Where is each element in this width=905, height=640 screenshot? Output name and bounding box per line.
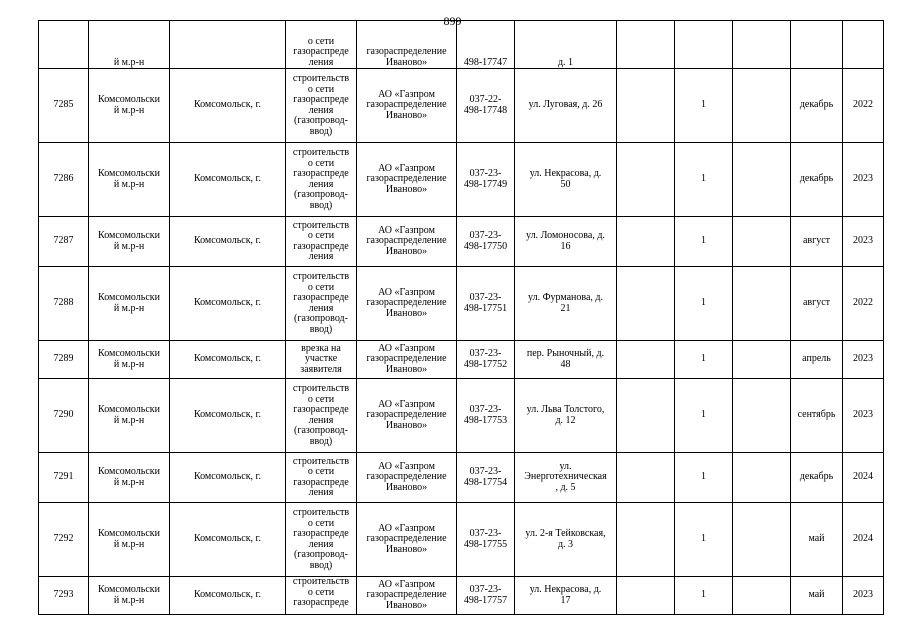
empty-cell [733, 143, 791, 217]
district-cell: Комсомольски й м.р-н [89, 267, 170, 341]
quantity-cell: 1 [675, 217, 733, 267]
organization-cell: АО «Газпром газораспределение Иваново» [357, 453, 457, 503]
work-type-cell: строительств о сети газораспреде ления (газопровод- ввод) [286, 503, 357, 577]
locality-cell: Комсомольск, г. [170, 577, 286, 615]
table-row [39, 69, 884, 143]
work-type-cell: строительств о сети газораспреде [286, 577, 357, 615]
work-type-cell: строительств о сети газораспреде ления (газопровод- ввод) [286, 267, 357, 341]
locality-cell: Комсомольск, г. [170, 267, 286, 341]
district-cell: Комсомольски й м.р-н [89, 453, 170, 503]
table-row [39, 503, 884, 577]
organization-cell: АО «Газпром газораспределение Иваново» [357, 379, 457, 453]
empty-cell [617, 341, 675, 379]
row-number: 7286 [39, 143, 89, 217]
row-number: 7288 [39, 267, 89, 341]
locality-cell: Комсомольск, г. [170, 143, 286, 217]
row-number: 7291 [39, 453, 89, 503]
empty-cell [733, 217, 791, 267]
locality-cell: Комсомольск, г. [170, 341, 286, 379]
row-number: 7290 [39, 379, 89, 453]
empty-cell [617, 143, 675, 217]
organization-cell: АО «Газпром газораспределение Иваново» [357, 341, 457, 379]
month-cell: май [791, 577, 843, 615]
quantity-cell: 1 [675, 341, 733, 379]
empty-cell [733, 577, 791, 615]
empty-cell [733, 503, 791, 577]
code-cell: 037-23- 498-17752 [457, 341, 515, 379]
locality-cell: Комсомольск, г. [170, 453, 286, 503]
organization-cell: АО «Газпром газораспределение Иваново» [357, 503, 457, 577]
quantity-cell: 1 [675, 503, 733, 577]
year-cell: 2023 [843, 143, 884, 217]
row-number: 7289 [39, 341, 89, 379]
organization-cell: газораспределение Иваново» [357, 21, 457, 69]
quantity-cell [675, 21, 733, 69]
code-cell: 037-23- 498-17750 [457, 217, 515, 267]
empty-cell [617, 267, 675, 341]
year-cell: 2023 [843, 379, 884, 453]
district-cell: й м.р-н [89, 21, 170, 69]
year-cell [843, 21, 884, 69]
code-cell: 037-23- 498-17755 [457, 503, 515, 577]
work-type-cell: строительств о сети газораспреде ления [286, 217, 357, 267]
district-cell: Комсомольски й м.р-н [89, 69, 170, 143]
work-type-cell: врезка на участке заявителя [286, 341, 357, 379]
quantity-cell: 1 [675, 577, 733, 615]
empty-cell [733, 341, 791, 379]
table-row [39, 453, 884, 503]
address-cell: ул. Ломоносова, д. 16 [515, 217, 617, 267]
month-cell: май [791, 503, 843, 577]
code-cell: 037-23- 498-17754 [457, 453, 515, 503]
quantity-cell: 1 [675, 143, 733, 217]
work-type-cell: строительств о сети газораспреде ления [286, 453, 357, 503]
empty-cell [733, 69, 791, 143]
row-number: 7293 [39, 577, 89, 615]
organization-cell: АО «Газпром газораспределение Иваново» [357, 577, 457, 615]
address-cell: пер. Рыночный, д. 48 [515, 341, 617, 379]
month-cell: сентябрь [791, 379, 843, 453]
organization-cell: АО «Газпром газораспределение Иваново» [357, 267, 457, 341]
year-cell: 2024 [843, 503, 884, 577]
locality-cell [170, 21, 286, 69]
district-cell: Комсомольски й м.р-н [89, 217, 170, 267]
empty-cell [617, 69, 675, 143]
empty-cell [617, 453, 675, 503]
empty-cell [617, 21, 675, 69]
code-cell: 037-22- 498-17748 [457, 69, 515, 143]
table-row [39, 143, 884, 217]
table-row [39, 267, 884, 341]
table-row [39, 379, 884, 453]
code-cell: 498-17747 [457, 21, 515, 69]
month-cell: декабрь [791, 143, 843, 217]
district-cell: Комсомольски й м.р-н [89, 379, 170, 453]
district-cell: Комсомольски й м.р-н [89, 341, 170, 379]
code-cell: 037-23- 498-17757 [457, 577, 515, 615]
year-cell: 2023 [843, 341, 884, 379]
locality-cell: Комсомольск, г. [170, 217, 286, 267]
work-type-cell: о сети газораспреде ления [286, 21, 357, 69]
year-cell: 2024 [843, 453, 884, 503]
address-cell: ул. Фурманова, д. 21 [515, 267, 617, 341]
locality-cell: Комсомольск, г. [170, 503, 286, 577]
year-cell: 2022 [843, 69, 884, 143]
empty-cell [733, 453, 791, 503]
work-type-cell: строительств о сети газораспреде ления (газопровод- ввод) [286, 143, 357, 217]
work-type-cell: строительств о сети газораспреде ления (газопровод- ввод) [286, 69, 357, 143]
empty-cell [733, 379, 791, 453]
address-cell: ул. Льва Толстого, д. 12 [515, 379, 617, 453]
empty-cell [733, 267, 791, 341]
year-cell: 2023 [843, 217, 884, 267]
empty-cell [617, 217, 675, 267]
address-cell: д. 1 [515, 21, 617, 69]
year-cell: 2023 [843, 577, 884, 615]
address-cell: ул. Луговая, д. 26 [515, 69, 617, 143]
district-cell: Комсомольски й м.р-н [89, 577, 170, 615]
month-cell: декабрь [791, 69, 843, 143]
address-cell: ул. Некрасова, д. 50 [515, 143, 617, 217]
connections-table [38, 20, 884, 615]
month-cell [791, 21, 843, 69]
empty-cell [617, 577, 675, 615]
district-cell: Комсомольски й м.р-н [89, 143, 170, 217]
address-cell: ул. 2-я Тейковская, д. 3 [515, 503, 617, 577]
work-type-cell: строительств о сети газораспреде ления (газопровод- ввод) [286, 379, 357, 453]
empty-cell [617, 379, 675, 453]
month-cell: август [791, 267, 843, 341]
month-cell: декабрь [791, 453, 843, 503]
row-number [39, 21, 89, 69]
empty-cell [733, 21, 791, 69]
table-row [39, 21, 884, 69]
empty-cell [617, 503, 675, 577]
organization-cell: АО «Газпром газораспределение Иваново» [357, 217, 457, 267]
quantity-cell: 1 [675, 453, 733, 503]
district-cell: Комсомольски й м.р-н [89, 503, 170, 577]
code-cell: 037-23- 498-17751 [457, 267, 515, 341]
address-cell: ул. Некрасова, д. 17 [515, 577, 617, 615]
quantity-cell: 1 [675, 69, 733, 143]
month-cell: апрель [791, 341, 843, 379]
table-row [39, 341, 884, 379]
locality-cell: Комсомольск, г. [170, 69, 286, 143]
row-number: 7285 [39, 69, 89, 143]
month-cell: август [791, 217, 843, 267]
table-row [39, 217, 884, 267]
code-cell: 037-23- 498-17749 [457, 143, 515, 217]
organization-cell: АО «Газпром газораспределение Иваново» [357, 69, 457, 143]
organization-cell: АО «Газпром газораспределение Иваново» [357, 143, 457, 217]
table-row [39, 577, 884, 615]
row-number: 7292 [39, 503, 89, 577]
row-number: 7287 [39, 217, 89, 267]
code-cell: 037-23- 498-17753 [457, 379, 515, 453]
address-cell: ул. Энерготехническая , д. 5 [515, 453, 617, 503]
locality-cell: Комсомольск, г. [170, 379, 286, 453]
year-cell: 2022 [843, 267, 884, 341]
page-number: 899 [443, 14, 462, 28]
quantity-cell: 1 [675, 379, 733, 453]
quantity-cell: 1 [675, 267, 733, 341]
